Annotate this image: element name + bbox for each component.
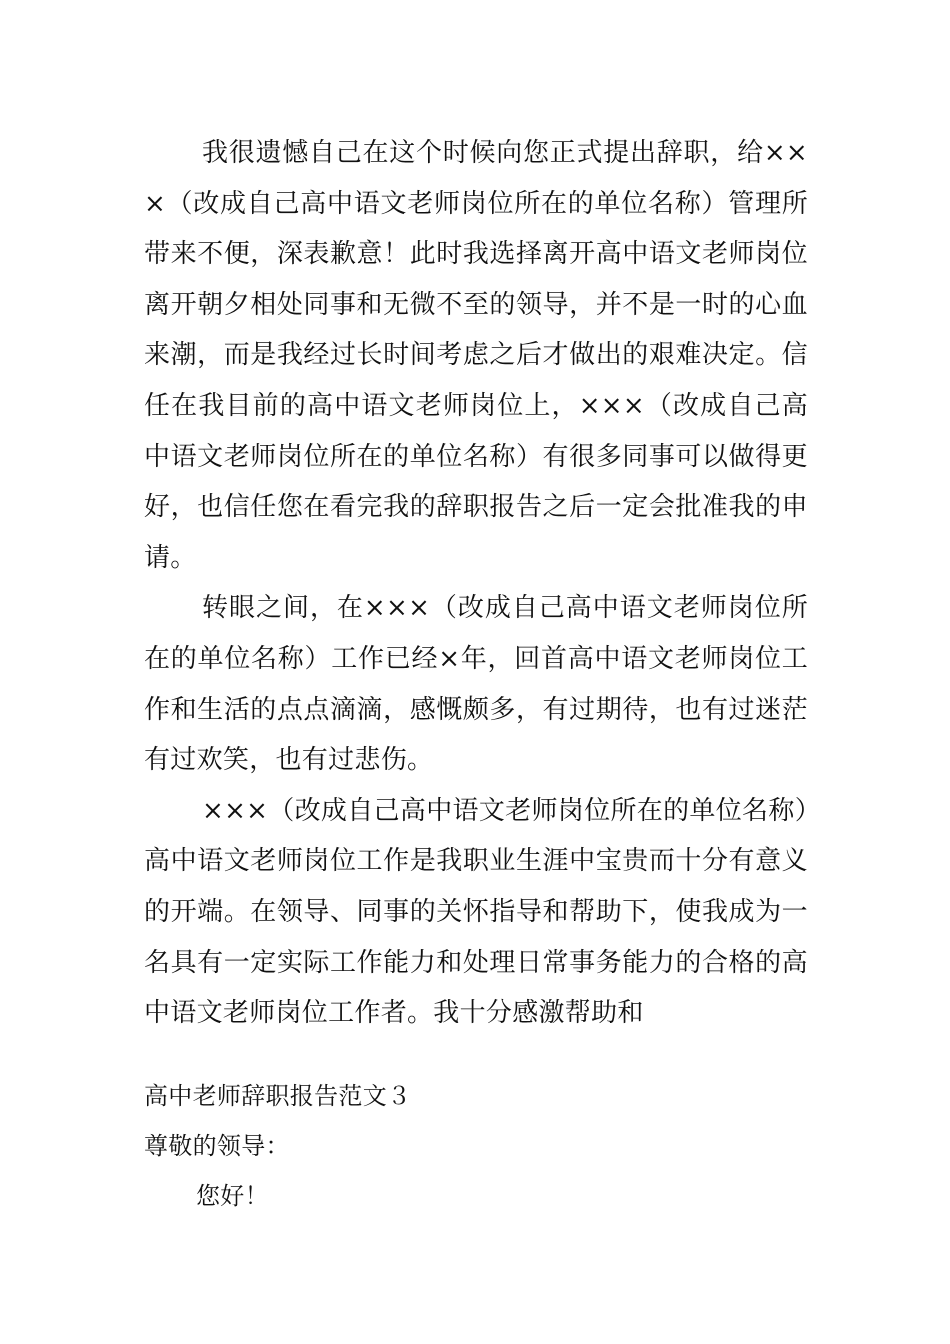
greeting: 您好！ [196,1182,269,1210]
section-heading: 高中老师辞职报告范文３ [144,1082,412,1110]
salutation: 尊敬的领导： [144,1132,290,1160]
paragraph-1: 我很遗憾自己在这个时候向您正式提出辞职，给×××（改成自己高中语文老师岗位所在的单位名称）管理所带来不便，深表歉意！此时我选择离开高中语文老师岗位离开朝夕相处同事和无微不至的领导，并不是一时的心血来潮，而是我经过长时间考虑之后才做出的艰难决定。信任在我目前的高中语文老师岗位上，×××（改成自己高中语文老师岗位所在的单位名称）有很多同事可以做得更好，也信任您在看完我的辞职报告之后一定会批准我的申请。 [144,138,808,573]
paragraph-2: 转眼之间，在×××（改成自己高中语文老师岗位所在的单位名称）工作已经×年，回首高中语文老师岗位工作和生活的点点滴滴，感慨颇多，有过期待，也有过迷茫有过欢笑，也有过悲伤。 [144,593,808,776]
document-body [144,128,808,1039]
paragraph-3: ×××（改成自己高中语文老师岗位所在的单位名称）高中语文老师岗位工作是我职业生涯中宝贵而十分有意义的开端。在领导、同事的关怀指导和帮助下，使我成为一名具有一定实际工作能力和处理日常事务能力的合格的高中语文老师岗位工作者。我十分感激帮助和 [144,795,808,1029]
